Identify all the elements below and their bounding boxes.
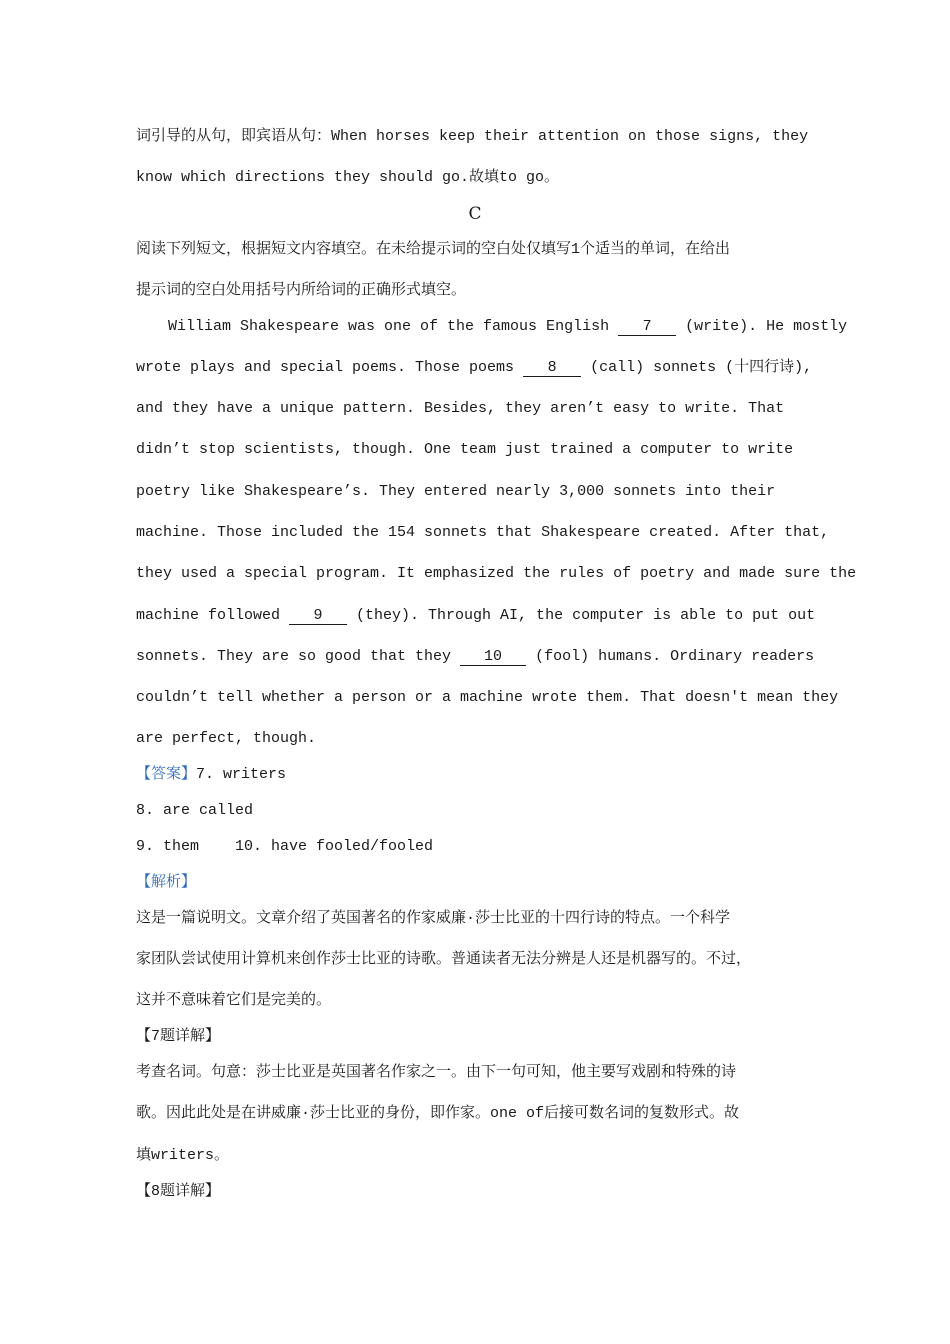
passage-text: wrote plays and special poems. Those poems (136, 359, 524, 376)
blank-7: 7 (618, 318, 676, 336)
blank-8: 8 (523, 359, 581, 377)
blank-10: 10 (460, 648, 526, 666)
passage-line-11: are perfect, though. (136, 730, 317, 747)
instructions-line-1: 阅读下列短文，根据短文内容填空。在未给提示词的空白处仅填写1个适当的单词，在给出 (136, 241, 731, 258)
intro-line-2: know which directions they should go.故填to go。 (136, 169, 560, 186)
analysis-tag: 【解析】 (136, 874, 197, 891)
passage-line-8 (136, 606, 830, 626)
instructions-line-2: 提示词的空白处用括号内所给词的正确形式填空。 (136, 282, 467, 299)
answer-tag: 【答案】 (136, 766, 197, 783)
detail-7-line-3: 填writers。 (136, 1147, 230, 1164)
detail-7-line-1: 考查名词。句意：莎士比亚是英国著名作家之一。由下一句可知，他主要写戏剧和特殊的诗 (136, 1064, 737, 1081)
analysis-line-2: 家团队尝试使用计算机来创作莎士比亚的诗歌。普通读者无法分辨是人还是机器写的。不过， (136, 951, 752, 968)
analysis-line-3: 这并不意味着它们是完美的。 (136, 992, 332, 1009)
answer-9-10 (136, 837, 830, 857)
blank-9: 9 (289, 607, 347, 625)
detail-8-heading: 【8题详解】 (136, 1183, 221, 1200)
passage-text: sonnets. They are so good that they (136, 648, 461, 665)
passage-line-1 (168, 317, 848, 337)
passage-text: machine followed (136, 607, 290, 624)
passage-line-10: couldn’t tell whether a person or a machine wrote them. That doesn't mean they (136, 689, 839, 706)
passage-line-5: poetry like Shakespeare’s. They entered nearly 3,000 sonnets into their (136, 483, 776, 500)
passage-line-6: machine. Those included the 154 sonnets that Shakespeare created. After that, (136, 524, 830, 541)
passage-line-7: they used a special program. It emphasized the rules of poetry and made sure the (136, 565, 857, 582)
passage-line-2 (136, 358, 830, 378)
intro-line-1: 词引导的从句，即宾语从句：When horses keep their attention on those signs, they (136, 128, 809, 145)
answer-line (136, 765, 830, 785)
section-letter: C (468, 204, 482, 224)
answer-10: 10. have fooled/fooled (235, 838, 434, 855)
passage-text: William Shakespeare was one of the famous English (168, 318, 619, 335)
answer-8: 8. are called (136, 802, 254, 819)
passage-text: (fool) humans. Ordinary readers (526, 648, 815, 665)
passage-text: (they). Through AI, the computer is able to put out (347, 607, 816, 624)
detail-7-heading: 【7题详解】 (136, 1028, 221, 1045)
detail-7-line-2: 歌。因此此处是在讲威廉·莎士比亚的身份，即作家。one of后接可数名词的复数形式。故 (136, 1105, 740, 1122)
passage-line-3: and they have a unique pattern. Besides, they aren’t easy to write. That (136, 400, 785, 417)
passage-text: (call) sonnets (十四行诗), (581, 359, 813, 376)
answer-7: 7. writers (196, 766, 287, 783)
analysis-line-1: 这是一篇说明文。文章介绍了英国著名的作家威廉·莎士比亚的十四行诗的特点。一个科学 (136, 910, 731, 927)
passage-line-4: didn’t stop scientists, though. One team just trained a computer to write (136, 441, 794, 458)
answer-9: 9. them (136, 838, 200, 855)
passage-line-9 (136, 647, 830, 667)
passage-text: (write). He mostly (676, 318, 848, 335)
